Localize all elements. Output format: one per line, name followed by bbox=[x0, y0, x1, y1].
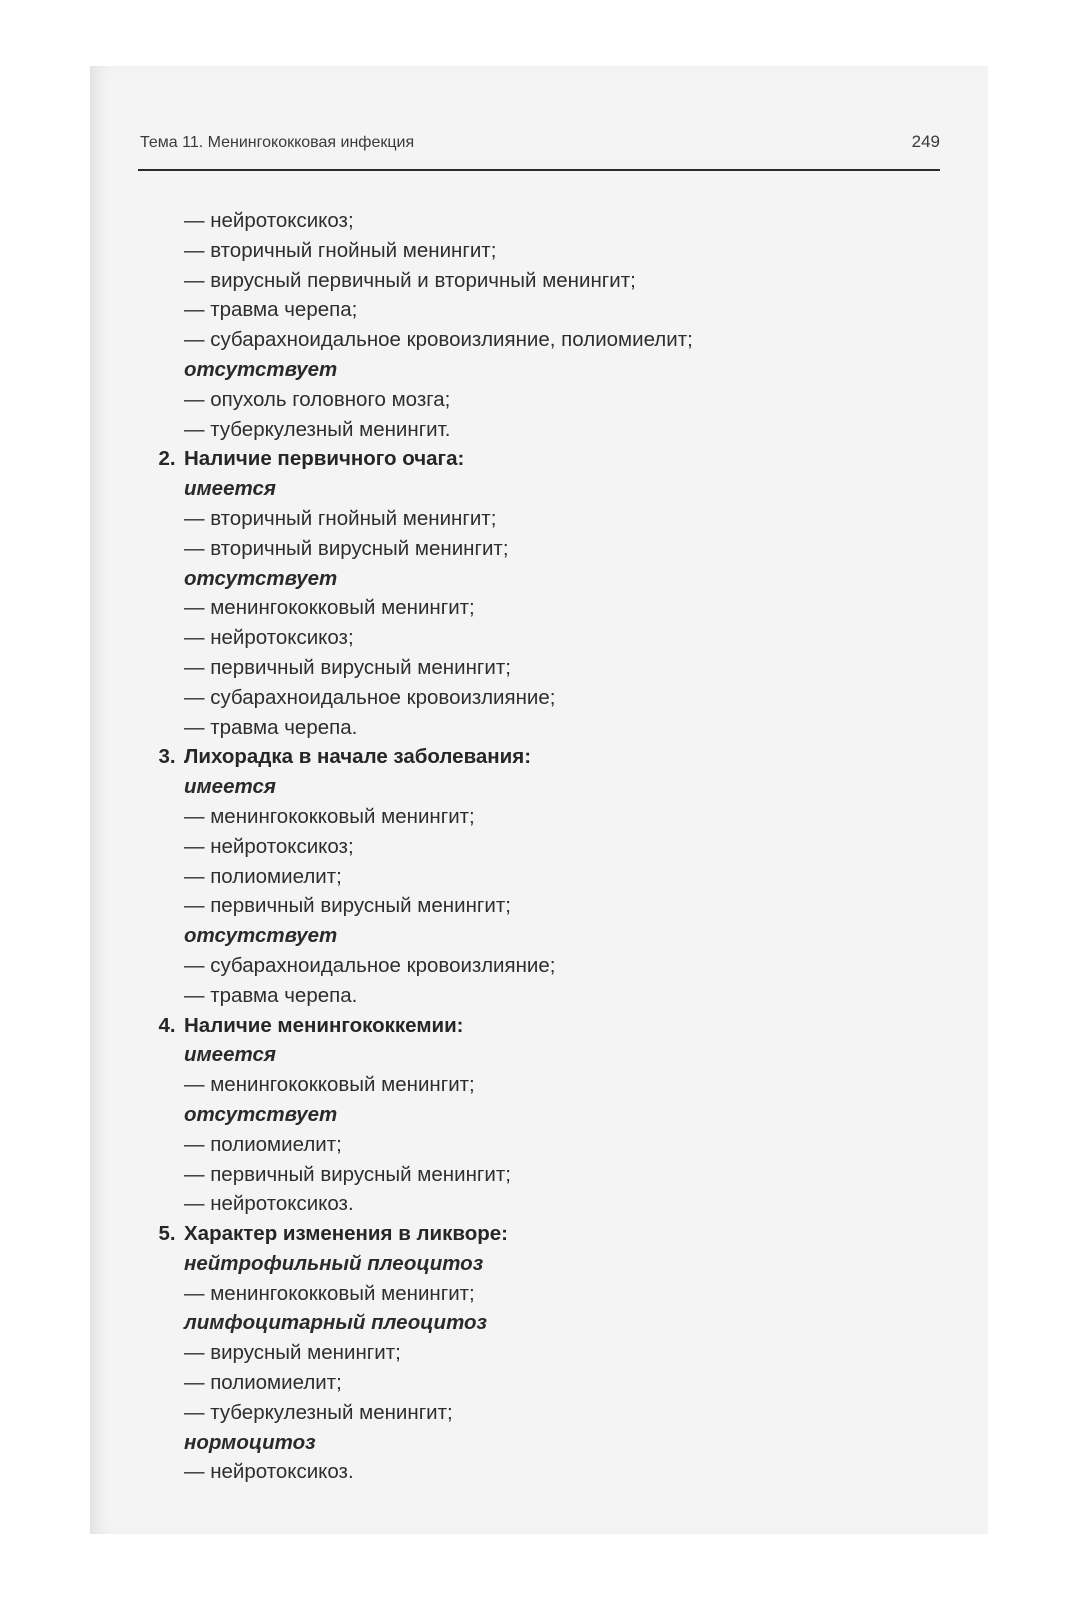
chapter-title: Тема 11. Менингококковая инфекция bbox=[140, 134, 415, 151]
list-item: — менингококковый менингит; bbox=[184, 1281, 475, 1305]
section-number: 4. bbox=[158, 1013, 176, 1037]
subheading: отсутствует bbox=[184, 1102, 338, 1126]
section-heading bbox=[150, 444, 930, 474]
list-item: — травма черепа. bbox=[184, 983, 358, 1007]
list-item: — первичный вирусный менингит; bbox=[184, 655, 511, 679]
list-item: — первичный вирусный менингит; bbox=[184, 1162, 511, 1186]
list-item: — нейротоксикоз; bbox=[184, 209, 354, 232]
page-body bbox=[150, 206, 930, 1487]
list-item: — вирусный менингит; bbox=[184, 1341, 401, 1365]
list-item: — нейротоксикоз; bbox=[184, 626, 354, 650]
list-item: — туберкулезный менингит; bbox=[184, 1400, 453, 1424]
list-item: — нейротоксикоз; bbox=[184, 834, 354, 858]
list-item: — нейротоксикоз. bbox=[184, 1192, 354, 1216]
list-item: — туберкулезный менингит. bbox=[184, 417, 451, 441]
list-item: — полиомиелит; bbox=[184, 864, 342, 888]
header-rule bbox=[138, 169, 940, 171]
list-item: — менингококковый менингит; bbox=[184, 1073, 475, 1097]
subheading: отсутствует bbox=[184, 357, 338, 381]
list-item: — полиомиелит; bbox=[184, 1132, 342, 1156]
list-item: — менингококковый менингит; bbox=[184, 804, 475, 828]
list-item: — нейротоксикоз. bbox=[184, 1460, 354, 1484]
list-item: — полиомиелит; bbox=[184, 1371, 342, 1395]
section-title: Характер изменения в ликворе: bbox=[184, 1222, 508, 1246]
section-number: 2. bbox=[158, 447, 176, 471]
section-title: Наличие менингококкемии: bbox=[184, 1013, 464, 1037]
subheading: нормоцитоз bbox=[184, 1430, 316, 1454]
subheading: отсутствует bbox=[184, 566, 338, 590]
list-item: — травма черепа. bbox=[184, 715, 358, 739]
subheading: нейтрофильный плеоцитоз bbox=[184, 1251, 484, 1275]
page-number: 249 bbox=[911, 132, 940, 151]
subheading: отсутствует bbox=[184, 924, 338, 948]
section-number: 5. bbox=[158, 1222, 176, 1246]
list-item: — субарахноидальное кровоизлияние; bbox=[184, 953, 556, 977]
list-item: — вторичный гнойный менингит; bbox=[184, 506, 497, 530]
list-item: — первичный вирусный менингит; bbox=[184, 894, 511, 918]
section-title: Наличие первичного очага: bbox=[184, 447, 465, 471]
book-page bbox=[90, 66, 988, 1534]
list-item: — опухоль головного мозга; bbox=[184, 387, 451, 411]
list-item: — вторичный вирусный менингит; bbox=[184, 536, 509, 560]
subheading: имеется bbox=[184, 775, 276, 799]
subheading: имеется bbox=[184, 477, 276, 501]
list-item: — субарахноидальное кровоизлияние, полиомиелит; bbox=[184, 328, 693, 352]
list-item: — субарахноидальное кровоизлияние; bbox=[184, 685, 556, 709]
list-item: — менингококковый менингит; bbox=[184, 596, 475, 620]
running-header bbox=[140, 134, 940, 154]
subheading: лимфоцитарный плеоцитоз bbox=[184, 1311, 488, 1335]
list-item: — вирусный первичный и вторичный менингит; bbox=[184, 268, 636, 292]
section-number: 3. bbox=[158, 745, 176, 769]
section-heading bbox=[150, 1011, 930, 1041]
section-title: Лихорадка в начале заболевания: bbox=[184, 745, 532, 769]
list-item: — травма черепа; bbox=[184, 298, 358, 322]
list-item: — вторичный гнойный менингит; bbox=[184, 238, 497, 262]
section-heading bbox=[150, 1219, 930, 1249]
section-heading bbox=[150, 742, 930, 772]
subheading: имеется bbox=[184, 1043, 276, 1067]
